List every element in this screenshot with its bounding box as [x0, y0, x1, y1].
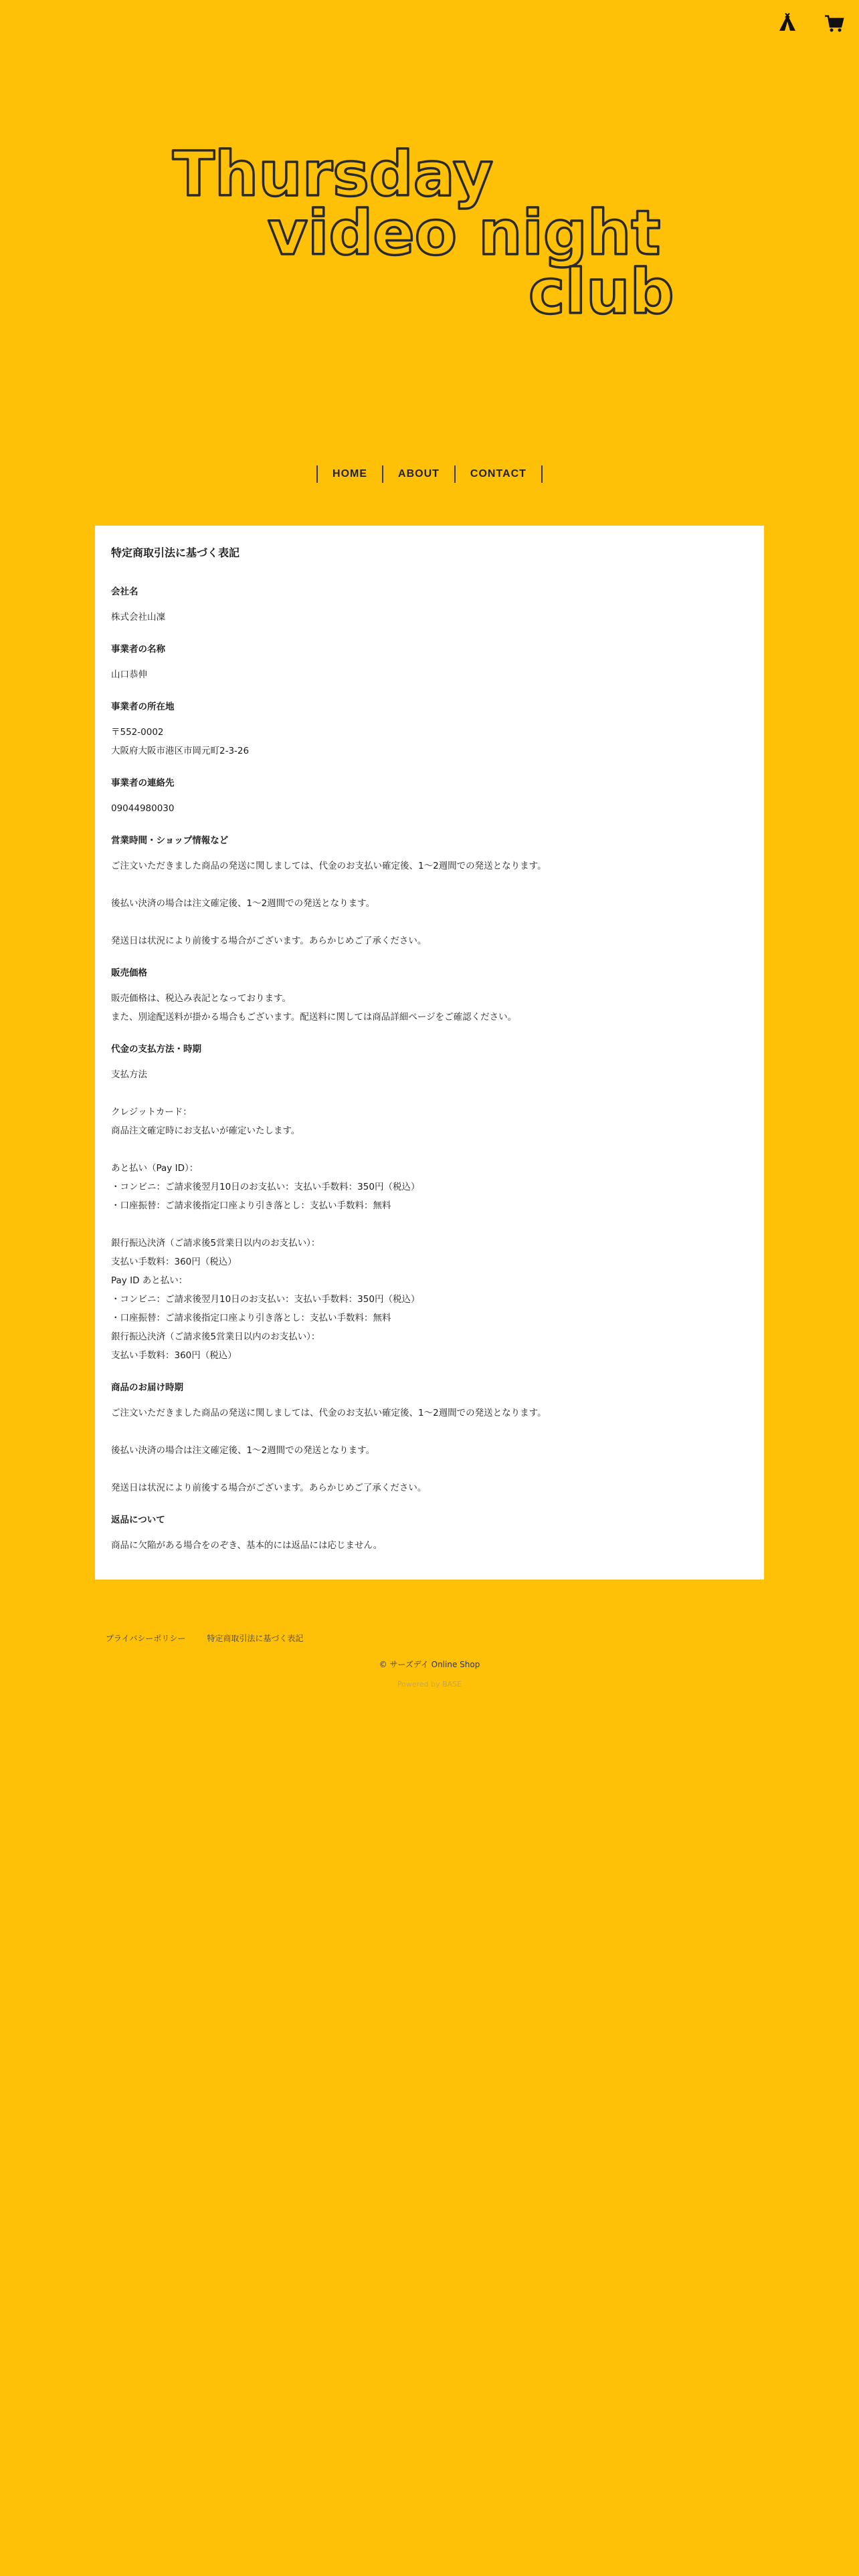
section-text: ・コンビニ：ご請求後翌月10日のお支払い：支払い手数料：350円（税込）: [111, 1294, 420, 1305]
section-text: 〒552-0002: [111, 727, 164, 738]
section-heading: 代金の支払方法・時期: [111, 1044, 201, 1055]
section-heading: 販売価格: [111, 968, 147, 978]
footer-links: [106, 1632, 303, 1644]
cart-icon[interactable]: [823, 12, 846, 35]
nav-home[interactable]: HOME: [318, 465, 383, 483]
line-gap: [111, 913, 748, 932]
copyright: © サーズデイ Online Shop: [379, 1660, 480, 1669]
section-heading: 事業者の名称: [111, 644, 165, 655]
section-heading: 商品のお届け時期: [111, 1382, 183, 1393]
line-gap: [111, 1215, 748, 1234]
law-section: [111, 1041, 748, 1365]
site-logo[interactable]: [167, 140, 676, 321]
section-text: 後払い決済の場合は注文確定後、1〜2週間での発送となります。: [111, 898, 375, 909]
section-text: 発送日は状況により前後する場合がございます。あらかじめご了承ください。: [111, 936, 427, 946]
section-text: ・口座振替：ご請求後指定口座より引き落とし：支払い手数料：無料: [111, 1313, 391, 1323]
section-text: 銀行振込決済（ご請求後5営業日以内のお支払い）：: [111, 1331, 320, 1342]
section-heading: 事業者の所在地: [111, 702, 175, 712]
main-nav: [0, 465, 859, 483]
section-text: 販売価格は、税込み表記となっております。: [111, 993, 291, 1004]
logo-line-2: video night: [268, 197, 661, 269]
section-text: ご注文いただきました商品の発送に関しましては、代金のお支払い確定後、1〜2週間での発送となります。: [111, 1408, 547, 1418]
law-section: [111, 1512, 748, 1555]
powered-by[interactable]: Powered by BASE: [397, 1680, 462, 1689]
section-text: 商品注文確定時にお支払いが確定いたします。: [111, 1125, 300, 1136]
section-text: Pay ID あと払い：: [111, 1275, 188, 1286]
law-section: [111, 833, 748, 950]
page-title: 特定商取引法に基づく表記: [111, 546, 240, 559]
tent-icon[interactable]: [776, 12, 799, 35]
section-text: 発送日は状況により前後する場合がございます。あらかじめご了承ください。: [111, 1483, 427, 1493]
section-text: また、別途配送料が掛かる場合もございます。配送料に関しては商品詳細ページをご確認ください。: [111, 1012, 517, 1023]
section-text: 商品に欠陥がある場合をのぞき、基本的には返品には応じません。: [111, 1540, 383, 1551]
section-text: ・口座振替：ご請求後指定口座より引き落とし：支払い手数料：無料: [111, 1200, 391, 1211]
law-section: [111, 584, 748, 627]
section-text: 09044980030: [111, 803, 175, 814]
nav-contact[interactable]: CONTACT: [456, 465, 543, 483]
nav-about[interactable]: ABOUT: [383, 465, 456, 483]
privacy-link[interactable]: プライバシーポリシー: [106, 1634, 186, 1643]
section-text: 支払方法: [111, 1069, 147, 1080]
section-text: 株式会社山凜: [111, 612, 165, 623]
section-heading: 返品について: [111, 1515, 165, 1525]
logo-line-1: Thursday: [173, 140, 493, 210]
section-text: 大阪府大阪市港区市岡元町2-3-26: [111, 746, 250, 756]
header-icons: [776, 12, 846, 35]
section-heading: 営業時間・ショップ情報など: [111, 835, 229, 846]
line-gap: [111, 1140, 748, 1159]
law-link[interactable]: 特定商取引法に基づく表記: [207, 1634, 304, 1643]
line-gap: [111, 1422, 748, 1441]
logo-line-3: club: [529, 256, 674, 321]
section-text: 支払い手数料：360円（税込）: [111, 1257, 237, 1267]
section-text: ご注文いただきました商品の発送に関しましては、代金のお支払い確定後、1〜2週間での発送となります。: [111, 861, 547, 871]
law-section: [111, 965, 748, 1027]
law-sections: [111, 584, 748, 1555]
section-text: 後払い決済の場合は注文確定後、1〜2週間での発送となります。: [111, 1445, 375, 1456]
section-text: 支払い手数料：360円（税込）: [111, 1350, 237, 1361]
section-heading: 事業者の連絡先: [111, 778, 175, 788]
section-text: 山口恭伸: [111, 669, 147, 680]
line-gap: [111, 1460, 748, 1479]
law-section: [111, 775, 748, 818]
law-section: [111, 1380, 748, 1497]
line-gap: [111, 1084, 748, 1103]
section-text: 銀行振込決済（ご請求後5営業日以内のお支払い）：: [111, 1238, 320, 1249]
law-section: [111, 641, 748, 684]
line-gap: [111, 875, 748, 894]
content-panel: [95, 526, 764, 1580]
law-section: [111, 699, 748, 760]
section-text: ・コンビニ：ご請求後翌月10日のお支払い：支払い手数料：350円（税込）: [111, 1182, 420, 1192]
section-heading: 会社名: [111, 586, 138, 597]
section-text: クレジットカード：: [111, 1107, 192, 1117]
section-text: あと払い（Pay ID）：: [111, 1163, 199, 1174]
